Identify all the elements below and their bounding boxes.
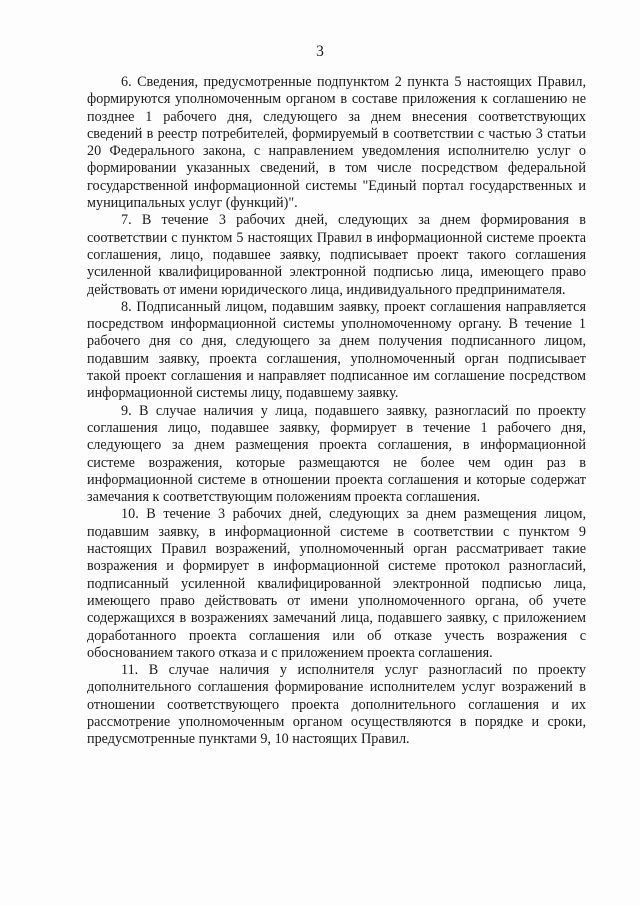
paragraph-7: 7. В течение 3 рабочих дней, следующих за днем формирования в соответствии с пунктом 5 настоящих Правил в информационной системе проекта соглашения, лицо, подавшее заявку, подписывает проект такого соглашения усиленной квалифицированной электронной подписью лица, имеющего право действовать от имени юридического лица, индивидуального предпринимателя. bbox=[87, 212, 586, 298]
paragraph-6: 6. Сведения, предусмотренные подпунктом 2 пункта 5 настоящих Правил, формируются уполномоченным органом в составе приложения к соглашению не позднее 1 рабочего дня, следующего за днем внесения соответствующих сведений в реестр потребителей, формируемый в соответствии с частью 3 статьи 20 Федерального закона, с направлением уведомления исполнителю услуг о формировании указанных сведений, в том числе посредством федеральной государственной информационной системы "Единый портал государственных и муниципальных услуг (функций)". bbox=[87, 74, 586, 212]
paragraph-8: 8. Подписанный лицом, подавшим заявку, проект соглашения направляется посредством информационной системы уполномоченному органу. В течение 1 рабочего дня со дня, следующего за днем получения подписанного лицом, подавшим заявку, проекта соглашения, уполномоченный орган подписывает такой проект соглашения и направляет подписанное им соглашение посредством информационной системы лицу, подавшему заявку. bbox=[87, 298, 586, 402]
paragraph-11: 11. В случае наличия у исполнителя услуг разногласий по проекту дополнительного соглашения формирование исполнителем услуг возражений в отношении соответствующего проекта дополнительного соглашения и их рассмотрение уполномоченным органом осуществляются в порядке и сроки, предусмотренные пунктами 9, 10 настоящих Правил. bbox=[87, 662, 586, 748]
paragraph-9: 9. В случае наличия у лица, подавшего заявку, разногласий по проекту соглашения лицо, подавшее заявку, формирует в течение 1 рабочего дня, следующего за днем размещения проекта соглашения, в информационной системе возражения, которые размещаются не более чем один раз в информационной системе в отношении проекта соглашения и которые содержат замечания к соответствующим положениям проекта соглашения. bbox=[87, 402, 586, 506]
paragraph-10: 10. В течение 3 рабочих дней, следующих за днем размещения лицом, подавшим заявку, в информационной системе в соответствии с пунктом 9 настоящих Правил возражений, уполномоченный орган рассматривает такие возражения и формирует в информационной системе протокол разногласий, подписанный усиленной квалифицированной электронной подписью лица, имеющего право действовать от имени уполномоченного органа, об учете содержащихся в возражениях замечаний лица, подавшего заявку, с приложением доработанного проекта соглашения или об отказе учесть возражения с обоснованием такого отказа и с приложением проекта соглашения. bbox=[87, 506, 586, 661]
document-body bbox=[87, 74, 586, 749]
page-number: 3 bbox=[316, 43, 324, 60]
